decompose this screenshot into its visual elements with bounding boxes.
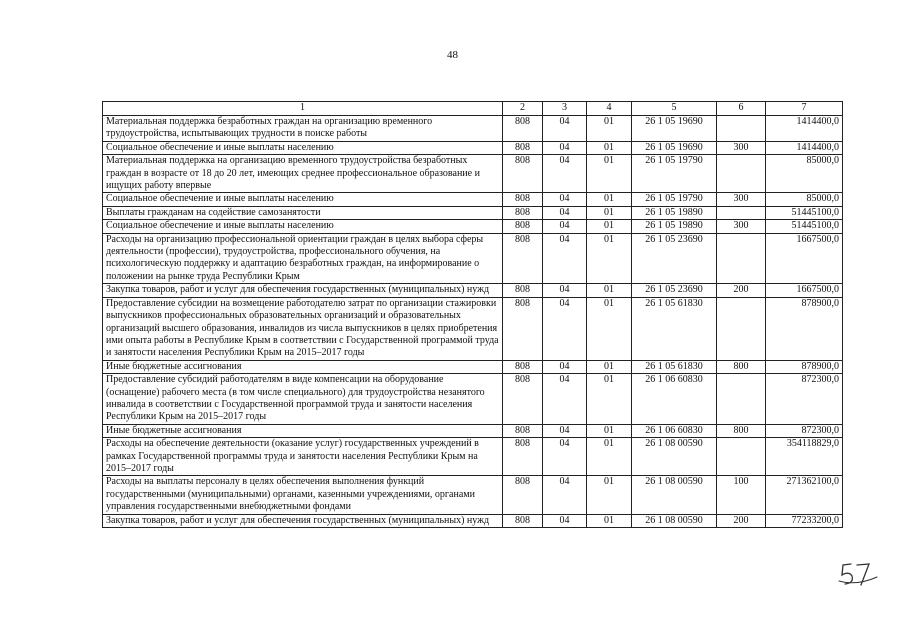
table-row: [103, 206, 843, 219]
cell-expense-type: 800: [717, 424, 766, 437]
cell-amount: 1667500,0: [766, 284, 843, 297]
cell-amount: 878900,0: [766, 297, 843, 360]
cell-subsection-code: 01: [587, 360, 632, 373]
cell-target-article: 26 1 05 61830: [632, 297, 717, 360]
cell-section-code: 04: [543, 514, 587, 527]
cell-amount: 1667500,0: [766, 233, 843, 284]
table-row: [103, 360, 843, 373]
cell-section-code: 04: [543, 284, 587, 297]
cell-amount: 51445100,0: [766, 206, 843, 219]
page-number: 48: [447, 49, 458, 61]
cell-ministry-code: 808: [503, 476, 543, 514]
header-col-3: 3: [543, 102, 587, 116]
cell-amount: 51445100,0: [766, 220, 843, 233]
table-row: [103, 155, 843, 193]
cell-ministry-code: 808: [503, 220, 543, 233]
cell-section-code: 04: [543, 155, 587, 193]
cell-expense-type: 200: [717, 284, 766, 297]
cell-section-code: 04: [543, 297, 587, 360]
header-col-5: 5: [632, 102, 717, 116]
cell-subsection-code: 01: [587, 424, 632, 437]
cell-description: Предоставление субсидии на возмещение работодателю затрат по организации стажировки выпускников профессиональных образовательных организаций и образовательных организаций высшего образования, инвалидов из числа выпускников в целях приобретения ими опыта работы в Республике Крым в соответствии с Государственной программой труда и занятости населения Республики Крым на 2015–2017 годы: [103, 297, 503, 360]
cell-description: Расходы на выплаты персоналу в целях обеспечения выполнения функций государственными (муниципальными) органами, казенными учреждениями, органами управления государственными внебюджетными фондами: [103, 476, 503, 514]
cell-target-article: 26 1 05 19790: [632, 193, 717, 206]
cell-ministry-code: 808: [503, 424, 543, 437]
cell-expense-type: 800: [717, 360, 766, 373]
cell-description: Социальное обеспечение и иные выплаты населению: [103, 141, 503, 154]
cell-section-code: 04: [543, 476, 587, 514]
cell-subsection-code: 01: [587, 220, 632, 233]
cell-amount: 85000,0: [766, 155, 843, 193]
cell-section-code: 04: [543, 374, 587, 425]
header-col-1: 1: [103, 102, 503, 116]
cell-amount: 271362100,0: [766, 476, 843, 514]
cell-expense-type: [717, 116, 766, 142]
header-col-7: 7: [766, 102, 843, 116]
cell-target-article: 26 1 05 19690: [632, 116, 717, 142]
cell-ministry-code: 808: [503, 297, 543, 360]
cell-description: Материальная поддержка безработных граждан на организацию временного трудоустройства, испытывающих трудности в поиске работы: [103, 116, 503, 142]
table-row: [103, 476, 843, 514]
cell-ministry-code: 808: [503, 360, 543, 373]
cell-target-article: 26 1 05 19790: [632, 155, 717, 193]
cell-subsection-code: 01: [587, 233, 632, 284]
table-row: [103, 514, 843, 527]
cell-amount: 878900,0: [766, 360, 843, 373]
table-header-row: [103, 102, 843, 116]
cell-amount: 77233200,0: [766, 514, 843, 527]
cell-target-article: 26 1 05 19890: [632, 206, 717, 219]
table-row: [103, 297, 843, 360]
cell-ministry-code: 808: [503, 514, 543, 527]
cell-subsection-code: 01: [587, 206, 632, 219]
cell-section-code: 04: [543, 141, 587, 154]
cell-target-article: 26 1 05 19690: [632, 141, 717, 154]
cell-section-code: 04: [543, 206, 587, 219]
table-row: [103, 374, 843, 425]
cell-section-code: 04: [543, 233, 587, 284]
cell-target-article: 26 1 05 23690: [632, 233, 717, 284]
cell-ministry-code: 808: [503, 374, 543, 425]
cell-ministry-code: 808: [503, 155, 543, 193]
cell-subsection-code: 01: [587, 514, 632, 527]
cell-amount: 1414400,0: [766, 141, 843, 154]
table-row: [103, 193, 843, 206]
cell-description: Закупка товаров, работ и услуг для обеспечения государственных (муниципальных) нужд: [103, 514, 503, 527]
cell-description: Материальная поддержка на организацию временного трудоустройства безработных граждан в возрасте от 18 до 20 лет, имеющих среднее профессиональное образование и ищущих работу впервые: [103, 155, 503, 193]
cell-expense-type: 100: [717, 476, 766, 514]
cell-subsection-code: 01: [587, 155, 632, 193]
cell-ministry-code: 808: [503, 193, 543, 206]
cell-subsection-code: 01: [587, 476, 632, 514]
cell-section-code: 04: [543, 116, 587, 142]
cell-description: Иные бюджетные ассигнования: [103, 360, 503, 373]
cell-description: Расходы на обеспечение деятельности (оказание услуг) государственных учреждений в рамках Государственной программы труда и занятости населения Республики Крым на 2015–2017 годы: [103, 438, 503, 476]
cell-expense-type: [717, 233, 766, 284]
cell-description: Социальное обеспечение и иные выплаты населению: [103, 220, 503, 233]
cell-description: Иные бюджетные ассигнования: [103, 424, 503, 437]
table-row: [103, 141, 843, 154]
cell-ministry-code: 808: [503, 233, 543, 284]
cell-section-code: 04: [543, 360, 587, 373]
cell-ministry-code: 808: [503, 206, 543, 219]
cell-expense-type: [717, 206, 766, 219]
cell-expense-type: [717, 155, 766, 193]
cell-expense-type: 300: [717, 193, 766, 206]
cell-expense-type: [717, 297, 766, 360]
cell-description: Социальное обеспечение и иные выплаты населению: [103, 193, 503, 206]
cell-subsection-code: 01: [587, 193, 632, 206]
cell-description: Расходы на организацию профессиональной ориентации граждан в целях выбора сферы деятельности (профессии), трудоустройства, профессионального обучения, на психологическую поддержку и адаптацию безработных граждан, на информирование о положении на рынке труда Республики Крым: [103, 233, 503, 284]
cell-amount: 1414400,0: [766, 116, 843, 142]
cell-amount: 872300,0: [766, 424, 843, 437]
cell-ministry-code: 808: [503, 284, 543, 297]
cell-ministry-code: 808: [503, 116, 543, 142]
cell-target-article: 26 1 05 19890: [632, 220, 717, 233]
cell-section-code: 04: [543, 438, 587, 476]
table-row: [103, 220, 843, 233]
table-row: [103, 116, 843, 142]
cell-amount: 85000,0: [766, 193, 843, 206]
cell-description: Предоставление субсидий работодателям в виде компенсации на оборудование (оснащение) рабочего места (в том числе специального) для трудоустройства незанятого инвалида в соответствии с Государственной программой труда и занятости населения Республики Крым на 2015–2017 годы: [103, 374, 503, 425]
cell-target-article: 26 1 08 00590: [632, 514, 717, 527]
cell-target-article: 26 1 06 60830: [632, 424, 717, 437]
cell-section-code: 04: [543, 220, 587, 233]
cell-target-article: 26 1 05 61830: [632, 360, 717, 373]
handwritten-signature: [837, 558, 883, 590]
cell-subsection-code: 01: [587, 438, 632, 476]
cell-subsection-code: 01: [587, 284, 632, 297]
header-col-6: 6: [717, 102, 766, 116]
cell-expense-type: [717, 438, 766, 476]
cell-expense-type: 300: [717, 220, 766, 233]
header-col-4: 4: [587, 102, 632, 116]
table-row: [103, 284, 843, 297]
cell-expense-type: 300: [717, 141, 766, 154]
cell-expense-type: 200: [717, 514, 766, 527]
cell-subsection-code: 01: [587, 374, 632, 425]
cell-description: Закупка товаров, работ и услуг для обеспечения государственных (муниципальных) нужд: [103, 284, 503, 297]
table-row: [103, 424, 843, 437]
cell-ministry-code: 808: [503, 141, 543, 154]
cell-target-article: 26 1 08 00590: [632, 476, 717, 514]
cell-target-article: 26 1 06 60830: [632, 374, 717, 425]
cell-expense-type: [717, 374, 766, 425]
cell-subsection-code: 01: [587, 297, 632, 360]
cell-target-article: 26 1 08 00590: [632, 438, 717, 476]
cell-target-article: 26 1 05 23690: [632, 284, 717, 297]
cell-subsection-code: 01: [587, 141, 632, 154]
header-col-2: 2: [503, 102, 543, 116]
cell-description: Выплаты гражданам на содействие самозанятости: [103, 206, 503, 219]
cell-amount: 872300,0: [766, 374, 843, 425]
cell-subsection-code: 01: [587, 116, 632, 142]
table-row: [103, 233, 843, 284]
table-row: [103, 438, 843, 476]
cell-section-code: 04: [543, 193, 587, 206]
cell-ministry-code: 808: [503, 438, 543, 476]
cell-amount: 354118829,0: [766, 438, 843, 476]
cell-section-code: 04: [543, 424, 587, 437]
budget-table: [102, 101, 843, 528]
